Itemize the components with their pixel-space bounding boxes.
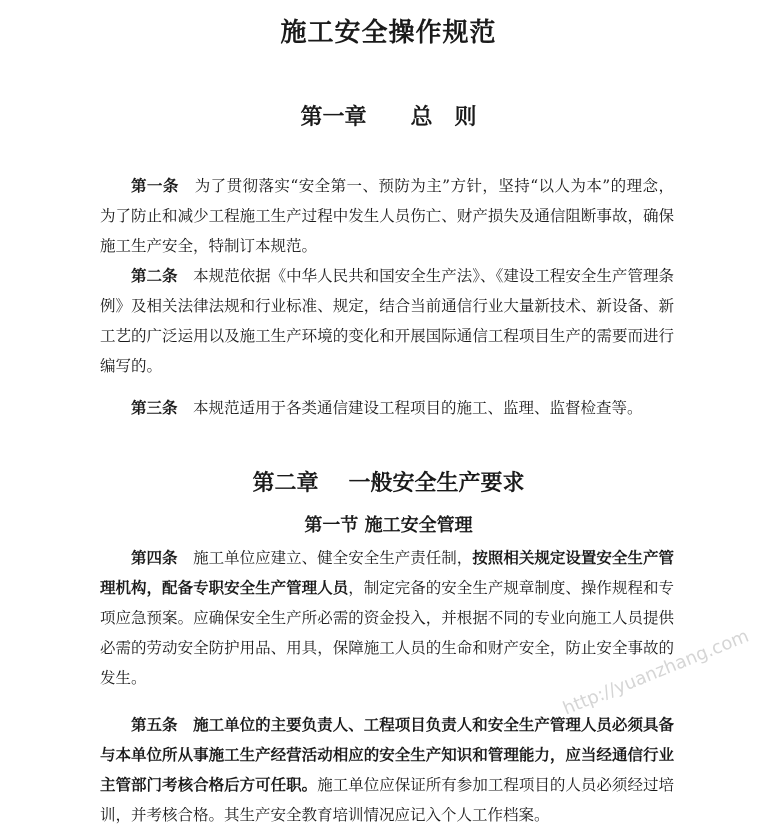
article-label: 第四条 <box>131 548 178 567</box>
article-2 <box>100 261 674 381</box>
chapter-name: 一般安全生产要求 <box>348 470 525 496</box>
section-heading-1: 第一节 施工安全管理 <box>304 515 473 536</box>
article-text: ，制定完备的安全生产规章制度、操作规程和专项应急预案。应确保安全生产所必需的资金投入，并根据不同的专业向施工人员提供必需的劳动安全防护用品、用具，保障施工人员的生命和财产安全，防止安全事故的发生。 <box>100 579 674 687</box>
article-3 <box>100 393 674 423</box>
article-bold-text: 施工单位的主要负责人、工程项目负责人和安全生产管理人员必须具备与本单位所从事施工生产经营活动相应的安全生产知识和管理能力，应当经通信行业主管部门考核合格后方可任职。 <box>100 715 674 794</box>
article-label: 第五条 <box>131 715 178 734</box>
article-bold-text: 按照相关规定设置安全生产管理机构，配备专职安全生产管理人员 <box>100 548 674 597</box>
article-4 <box>100 543 674 693</box>
article-text: 本规范适用于各类通信建设工程项目的施工、监理、监督检查等。 <box>193 399 643 417</box>
article-1 <box>100 171 674 261</box>
chapter-heading-1 <box>0 100 777 131</box>
article-text: 为了贯彻落实“安全第一、预防为主”方针，坚持“以人为本”的理念，为了防止和减少工程施工生产过程中发生人员伤亡、财产损失及通信阻断事故，确保施工生产安全，特制订本规范。 <box>100 177 674 255</box>
chapter-number: 第一章 <box>300 104 367 130</box>
article-5 <box>100 710 674 830</box>
article-label: 第三条 <box>131 398 178 417</box>
watermark: http://yuanzhang.com <box>560 625 752 720</box>
article-text: 施工单位应保证所有参加工程项目的人员必须经过培训，并考核合格。其生产安全教育培训情况应记入个人工作档案。 <box>100 776 674 824</box>
document-title: 施工安全操作规范 <box>280 18 497 48</box>
chapter-name: 总 则 <box>410 104 477 130</box>
article-label: 第一条 <box>131 176 179 195</box>
article-text: 本规范依据《中华人民共和国安全生产法》、《建设工程安全生产管理条例》及相关法律法规和行业标准、规定，结合当前通信行业大量新技术、新设备、新工艺的广泛运用以及施工生产环境的变化和开展国际通信工程项目生产的需要而进行编写的。 <box>100 267 674 375</box>
chapter-heading-2 <box>0 466 777 497</box>
chapter-number: 第二章 <box>252 470 319 496</box>
article-label: 第二条 <box>131 266 178 285</box>
article-text: 施工单位应建立、健全安全生产责任制， <box>193 549 473 567</box>
